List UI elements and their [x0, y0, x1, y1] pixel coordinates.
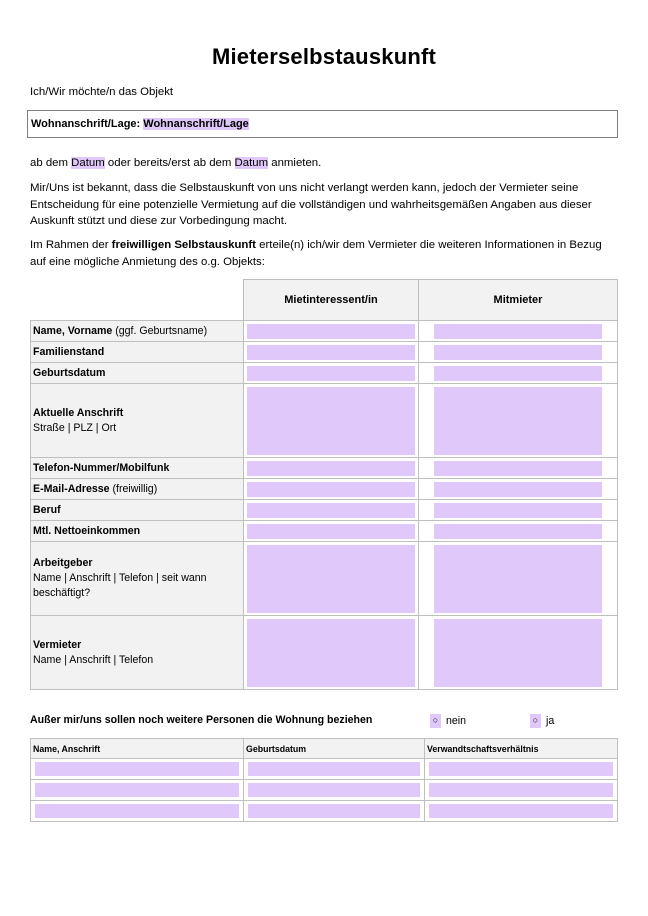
row-label-birth: Geburtsdatum	[31, 363, 244, 384]
person-2-name[interactable]	[31, 780, 244, 801]
cell-applicant-phone[interactable]	[244, 458, 419, 479]
cell-applicant-email[interactable]	[244, 479, 419, 500]
cell-cotenant-address[interactable]	[419, 384, 618, 458]
cell-applicant-employer[interactable]	[244, 542, 419, 616]
person-2-relation[interactable]	[425, 780, 618, 801]
cell-applicant-family[interactable]	[244, 342, 419, 363]
row-label-address: Aktuelle Anschrift Straße | PLZ | Ort	[31, 384, 244, 458]
cell-cotenant-name[interactable]	[419, 321, 618, 342]
address-label: Wohnanschrift/Lage:	[31, 118, 141, 130]
cell-applicant-birth[interactable]	[244, 363, 419, 384]
row-label-employer: Arbeitgeber Name | Anschrift | Telefon | seit wann beschäftigt?	[31, 542, 244, 616]
page-title: Mieterselbstauskunft	[211, 44, 437, 69]
start-date-field[interactable]: Datum	[71, 157, 105, 169]
cell-applicant-address[interactable]	[244, 384, 419, 458]
cell-applicant-name[interactable]	[244, 321, 419, 342]
cell-cotenant-employer[interactable]	[419, 542, 618, 616]
cell-cotenant-email[interactable]	[419, 479, 618, 500]
alt-date-field[interactable]: Datum	[234, 157, 269, 169]
person-3-birth[interactable]	[244, 801, 425, 822]
option-yes[interactable]	[530, 714, 554, 728]
row-label-landlord: Vermieter Name | Anschrift | Telefon	[31, 616, 244, 690]
option-no[interactable]	[430, 714, 466, 728]
rent-text-3: anmieten.	[268, 157, 322, 169]
header-name-address: Name, Anschrift	[31, 739, 244, 759]
rent-text-1: ab dem	[30, 157, 72, 169]
row-label-family: Familienstand	[31, 342, 244, 363]
person-3-relation[interactable]	[425, 801, 618, 822]
header-cotenant: Mitmieter	[419, 280, 618, 321]
radio-no-icon[interactable]: ○	[430, 714, 441, 728]
cell-applicant-job[interactable]	[244, 500, 419, 521]
address-field[interactable]: Wohnanschrift/Lage	[143, 118, 249, 130]
table-corner	[31, 280, 244, 321]
option-yes-label: ja	[546, 714, 555, 727]
person-1-relation[interactable]	[425, 759, 618, 780]
row-label-job: Beruf	[31, 500, 244, 521]
header-applicant: Mietinteressent/in	[244, 280, 419, 321]
person-1-birth[interactable]	[244, 759, 425, 780]
person-2-birth[interactable]	[244, 780, 425, 801]
header-birthdate: Geburtsdatum	[244, 739, 425, 759]
applicant-table	[30, 279, 618, 690]
voluntary-text-2: erteile(n) ich/wir dem Vermieter die weiteren Informationen in Bezug auf eine mögliche Anmietung des o.g. Objekts:	[30, 239, 602, 268]
person-1-name[interactable]	[31, 759, 244, 780]
option-no-label: nein	[446, 714, 467, 727]
notice-paragraph: Mir/Uns ist bekannt, dass die Selbstauskunft von uns nicht verlangt werden kann, jedoch der Vermieter seine Entscheidung für eine potenzielle Vermietung auf die vollständigen und wahrheitsgemäßen Angaben aus dieser Auskunft stützt und diese zur Vorbedingung macht.	[30, 182, 592, 227]
voluntary-paragraph	[30, 237, 620, 270]
cell-cotenant-phone[interactable]	[419, 458, 618, 479]
rent-sentence	[30, 155, 620, 172]
row-label-income: Mtl. Nettoeinkommen	[31, 521, 244, 542]
other-persons-question: Außer mir/uns sollen noch weitere Personen die Wohnung beziehen	[30, 714, 373, 726]
cell-applicant-income[interactable]	[244, 521, 419, 542]
rent-text-2: oder bereits/erst ab dem	[104, 157, 235, 169]
cell-cotenant-income[interactable]	[419, 521, 618, 542]
row-label-name: Name, Vorname (ggf. Geburtsname)	[31, 321, 244, 342]
header-relationship: Verwandtschaftsverhältnis	[425, 739, 618, 759]
person-3-name[interactable]	[31, 801, 244, 822]
cell-cotenant-birth[interactable]	[419, 363, 618, 384]
cell-cotenant-job[interactable]	[419, 500, 618, 521]
row-label-email: E-Mail-Adresse (freiwillig)	[31, 479, 244, 500]
voluntary-bold: freiwilligen Selbstauskunft	[111, 239, 256, 251]
cell-cotenant-family[interactable]	[419, 342, 618, 363]
row-label-phone: Telefon-Nummer/Mobilfunk	[31, 458, 244, 479]
radio-yes-icon[interactable]: ○	[530, 714, 541, 728]
intro-text: Ich/Wir möchte/n das Objekt	[30, 86, 174, 98]
cell-applicant-landlord[interactable]	[244, 616, 419, 690]
other-persons-table	[30, 738, 618, 822]
cell-cotenant-landlord[interactable]	[419, 616, 618, 690]
address-box	[27, 110, 618, 138]
voluntary-text-1: Im Rahmen der	[30, 239, 112, 251]
